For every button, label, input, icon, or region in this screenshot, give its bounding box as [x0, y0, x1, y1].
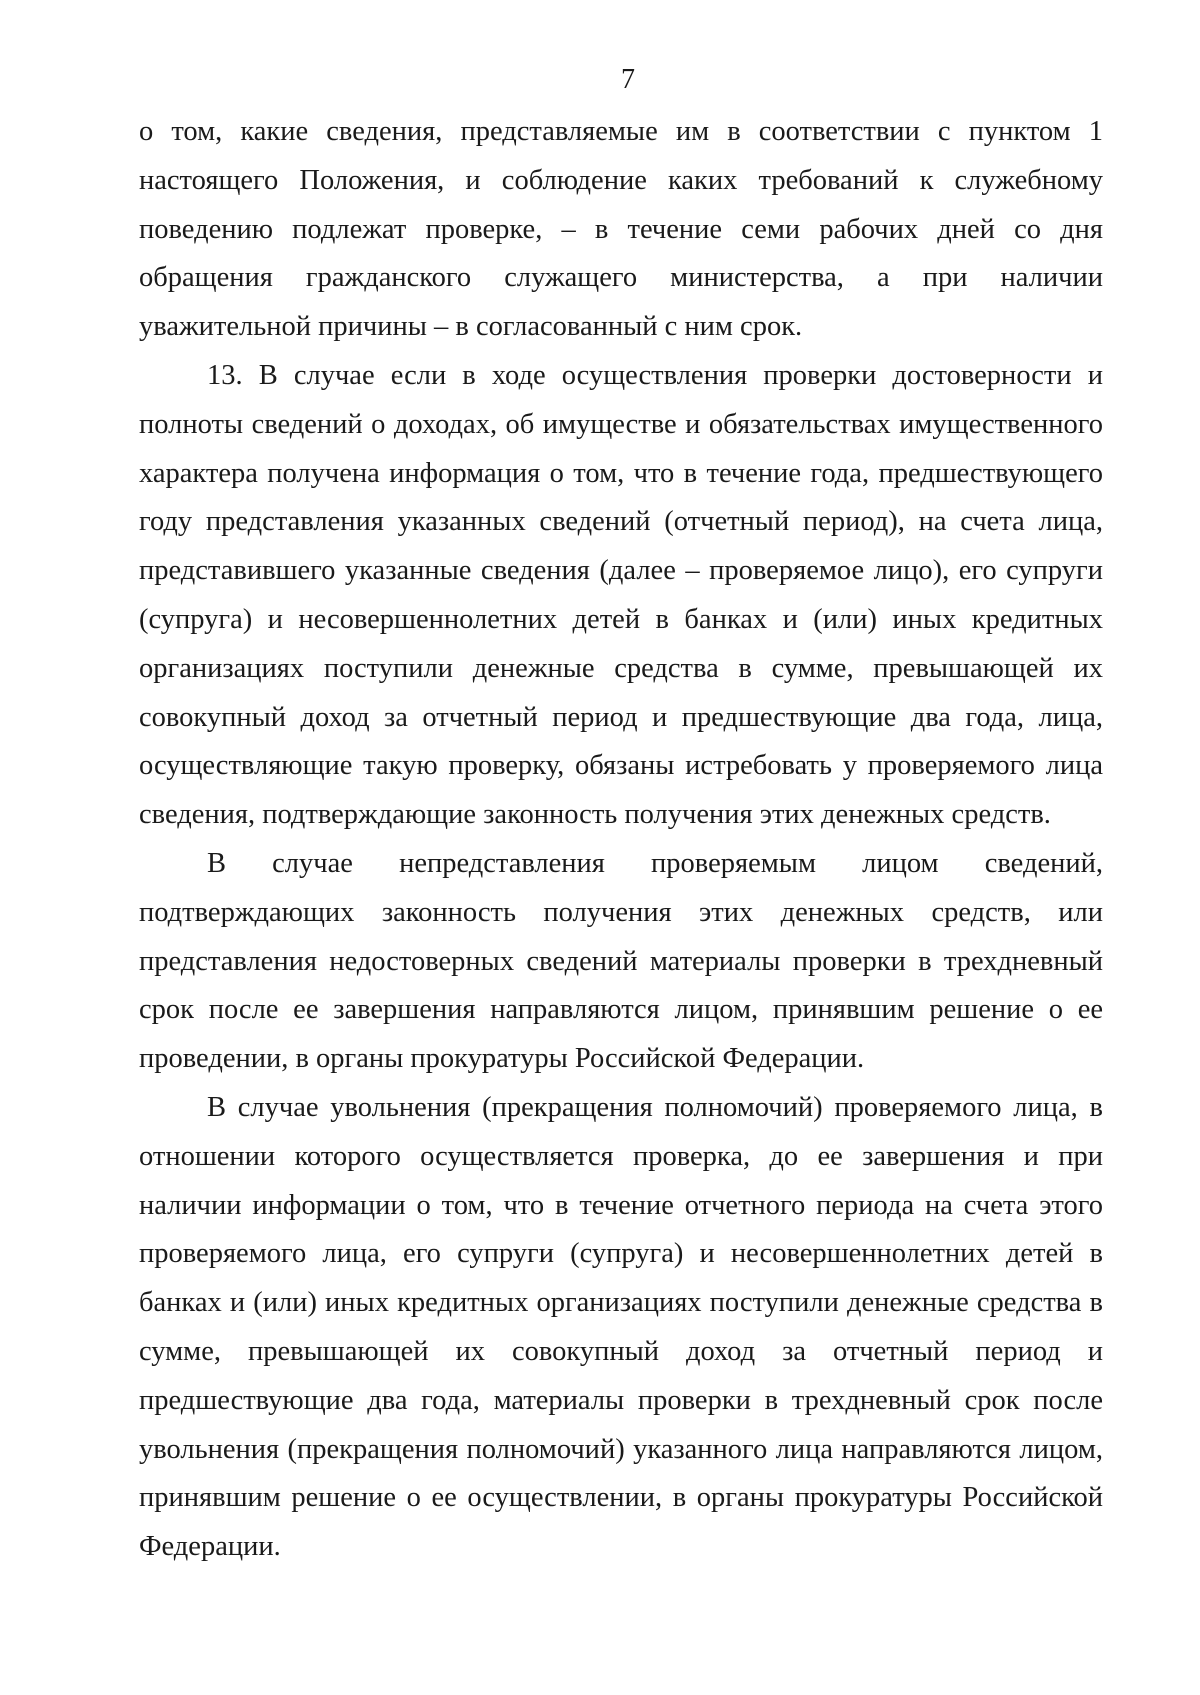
paragraph-continuation [139, 108, 1103, 352]
text-line: осуществляющие такую проверку, обязаны истребовать у проверяемого лица [139, 750, 1103, 782]
text-line: представления недостоверных сведений материалы проверки в трехдневный [139, 945, 1103, 977]
text-line: отношении которого осуществляется проверка, до ее завершения и при [139, 1140, 1103, 1172]
text-line: принявшим решение о ее осуществлении, в органы прокуратуры Российской [139, 1482, 1103, 1514]
text-line: подтверждающих законность получения этих денежных средств, или [139, 896, 1103, 928]
text-line: В случае непредставления проверяемым лицом сведений, [207, 847, 1103, 879]
text-line: проверяемого лица, его супруги (супруга) и несовершеннолетних детей в [139, 1238, 1103, 1270]
text-line: уважительной причины – в согласованный с ним срок. [139, 311, 803, 343]
text-line: представившего указанные сведения (далее – проверяемое лицо), его супруги [139, 555, 1103, 587]
text-line: (супруга) и несовершеннолетних детей в банках и (или) иных кредитных [139, 603, 1103, 635]
text-line: о том, какие сведения, представляемые им в соответствии с пунктом 1 [139, 116, 1103, 147]
text-line: В случае увольнения (прекращения полномочий) проверяемого лица, в [207, 1091, 1103, 1123]
text-line: сведения, подтверждающие законность получения этих денежных средств. [139, 799, 1051, 831]
paragraph-non-submission [139, 840, 1103, 1084]
text-line: увольнения (прекращения полномочий) указанного лица направляются лицом, [139, 1433, 1103, 1465]
text-line: полноты сведений о доходах, об имуществе и обязательствах имущественного [139, 408, 1103, 440]
text-line: году представления указанных сведений (отчетный период), на счета лица, [139, 506, 1103, 538]
text-line: настоящего Положения, и соблюдение каких требований к служебному [139, 164, 1103, 196]
text-line: банках и (или) иных кредитных организациях поступили денежные средства в [139, 1287, 1103, 1319]
text-line: предшествующие два года, материалы проверки в трехдневный срок после [139, 1384, 1103, 1416]
document-body [139, 108, 1103, 1572]
text-line: проведении, в органы прокуратуры Российской Федерации. [139, 1043, 865, 1075]
paragraph-dismissal [139, 1084, 1103, 1572]
text-line: срок после ее завершения направляются лицом, принявшим решение о ее [139, 994, 1103, 1026]
text-line: обращения гражданского служащего министерства, а при наличии [139, 262, 1103, 294]
text-line: наличии информации о том, что в течение отчетного периода на счета этого [139, 1189, 1103, 1221]
text-line: Федерации. [139, 1531, 281, 1563]
text-line: характера получена информация о том, что в течение года, предшествующего [139, 457, 1103, 489]
text-line: сумме, превышающей их совокупный доход за отчетный период и [139, 1335, 1103, 1367]
paragraph-item-13 [139, 352, 1103, 840]
text-line: 13. В случае если в ходе осуществления проверки достоверности и [207, 359, 1103, 391]
text-line: организациях поступили денежные средства в сумме, превышающей их [139, 652, 1103, 684]
text-line: поведению подлежат проверке, – в течение семи рабочих дней со дня [139, 213, 1103, 245]
page-number: 7 [621, 64, 635, 95]
text-line: совокупный доход за отчетный период и предшествующие два года, лица, [139, 701, 1103, 733]
